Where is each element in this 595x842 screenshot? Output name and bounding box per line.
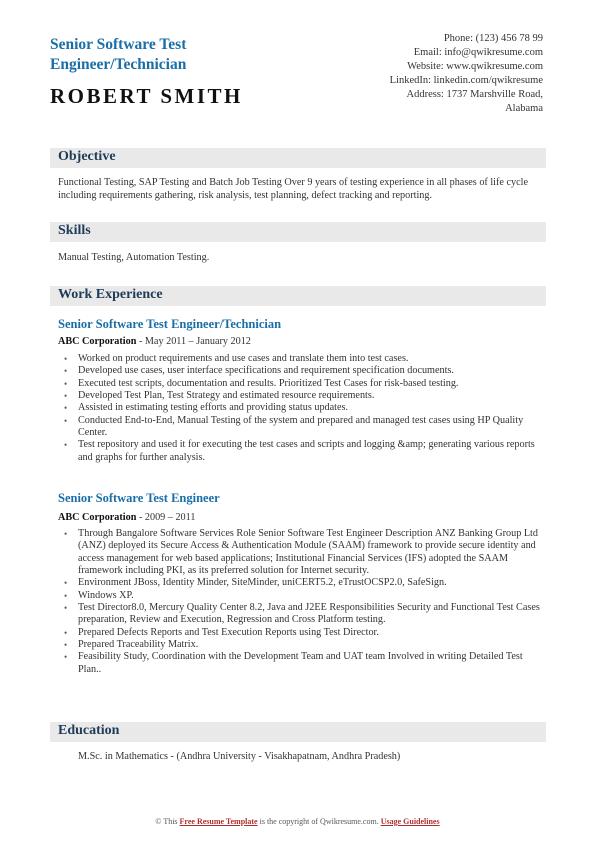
contact-block bbox=[390, 32, 543, 116]
usage-guidelines-link[interactable]: Usage Guidelines bbox=[380, 817, 440, 826]
job-bullets bbox=[58, 353, 546, 464]
list-item: • Executed test scripts, documentation and results. Prioritized Test Cases for risk-based testing. bbox=[58, 378, 546, 390]
list-item: • Windows XP. bbox=[58, 590, 546, 602]
education-heading: Education bbox=[58, 723, 120, 738]
objective-section-header bbox=[50, 148, 546, 168]
list-item: • Prepared Defects Reports and Test Execution Reports using Test Director. bbox=[58, 627, 546, 639]
job-meta bbox=[58, 336, 251, 347]
list-item: • Worked on product requirements and use cases and translate them into test cases. bbox=[58, 353, 546, 365]
contact-website[interactable]: Website: www.qwikresume.com bbox=[407, 61, 543, 72]
job-dates: - 2009 – 2011 bbox=[136, 512, 196, 523]
education-entry: M.Sc. in Mathematics - (Andhra University - Visakhapatnam, Andhra Pradesh) bbox=[78, 751, 401, 762]
contact-email[interactable]: Email: info@qwikresume.com bbox=[413, 47, 543, 58]
objective-text: Functional Testing, SAP Testing and Batch Job Testing Over 9 years of testing experience in all phases of life cycle including requirements gathering, risk analysis, test planning, defect tracking and reporting. bbox=[58, 177, 528, 201]
list-item: • Test Director8.0, Mercury Quality Center 8.2, Java and J2EE Responsibilities Security and Functional Test Cases preparation, Review and Execution, Regression and Cross Platform testing. bbox=[58, 602, 546, 627]
resume-job-title: Senior Software Test Engineer/Technician bbox=[50, 36, 187, 73]
contact-phone: Phone: (123) 456 78 99 bbox=[443, 33, 543, 44]
footer-prefix: © This bbox=[155, 817, 180, 826]
free-resume-template-link[interactable]: Free Resume Template bbox=[179, 817, 258, 826]
work-experience-section-header bbox=[50, 286, 546, 306]
list-item: • Assisted in estimating testing efforts and providing status updates. bbox=[58, 402, 546, 414]
list-item: • Test repository and used it for executing the test cases and scripts and logging &amp; generating various reports and graphs for further analysis. bbox=[58, 439, 546, 464]
list-item: • Feasibility Study, Coordination with the Development Team and UAT team Involved in writing Detailed Test Plan.. bbox=[58, 651, 546, 676]
job-bullets bbox=[58, 528, 546, 676]
list-item: • Conducted End-to-End, Manual Testing of the system and prepared and managed test cases using HP Quality Center. bbox=[58, 415, 546, 440]
contact-linkedin[interactable]: LinkedIn: linkedin.com/qwikresume bbox=[389, 75, 543, 86]
job-company: ABC Corporation bbox=[58, 512, 137, 523]
job-meta bbox=[58, 512, 195, 523]
objective-heading: Objective bbox=[58, 149, 116, 164]
list-item: • Environment JBoss, Identity Minder, SiteMinder, uniCERT5.2, eTrustOCSP2.0, SafeSign. bbox=[58, 577, 546, 589]
list-item: • Developed Test Plan, Test Strategy and estimated resource requirements. bbox=[58, 390, 546, 402]
list-item: • Developed use cases, user interface specifications and requirement specification documents. bbox=[58, 365, 546, 377]
job-title: Senior Software Test Engineer bbox=[58, 491, 220, 505]
education-section-header bbox=[50, 722, 546, 742]
job-title: Senior Software Test Engineer/Technician bbox=[58, 317, 282, 331]
candidate-name: ROBERT SMITH bbox=[50, 84, 243, 108]
skills-text: Manual Testing, Automation Testing. bbox=[58, 252, 210, 263]
contact-address-line1: Address: 1737 Marshville Road, bbox=[406, 89, 543, 100]
work-experience-heading: Work Experience bbox=[58, 287, 163, 302]
footer bbox=[0, 817, 595, 826]
list-item: • Through Bangalore Software Services Role Senior Software Test Engineer Description ANZ Banking Group Ltd (ANZ) deployed its Secure Access & Authentication Module (SAAM) framework to provide secure identity and access management for web based applications; Institutional Financial Services (IFS) adopted the SAAM framework including PKI, as its preferred solution for Internet security. bbox=[58, 528, 546, 577]
skills-section-header bbox=[50, 222, 546, 242]
contact-address-line2: Alabama bbox=[505, 103, 543, 114]
job-dates: - May 2011 – January 2012 bbox=[136, 336, 251, 347]
job-company: ABC Corporation bbox=[58, 336, 137, 347]
footer-middle: is the copyright of Qwikresume.com. bbox=[257, 817, 381, 826]
list-item: • Prepared Traceability Matrix. bbox=[58, 639, 546, 651]
skills-heading: Skills bbox=[58, 223, 91, 238]
